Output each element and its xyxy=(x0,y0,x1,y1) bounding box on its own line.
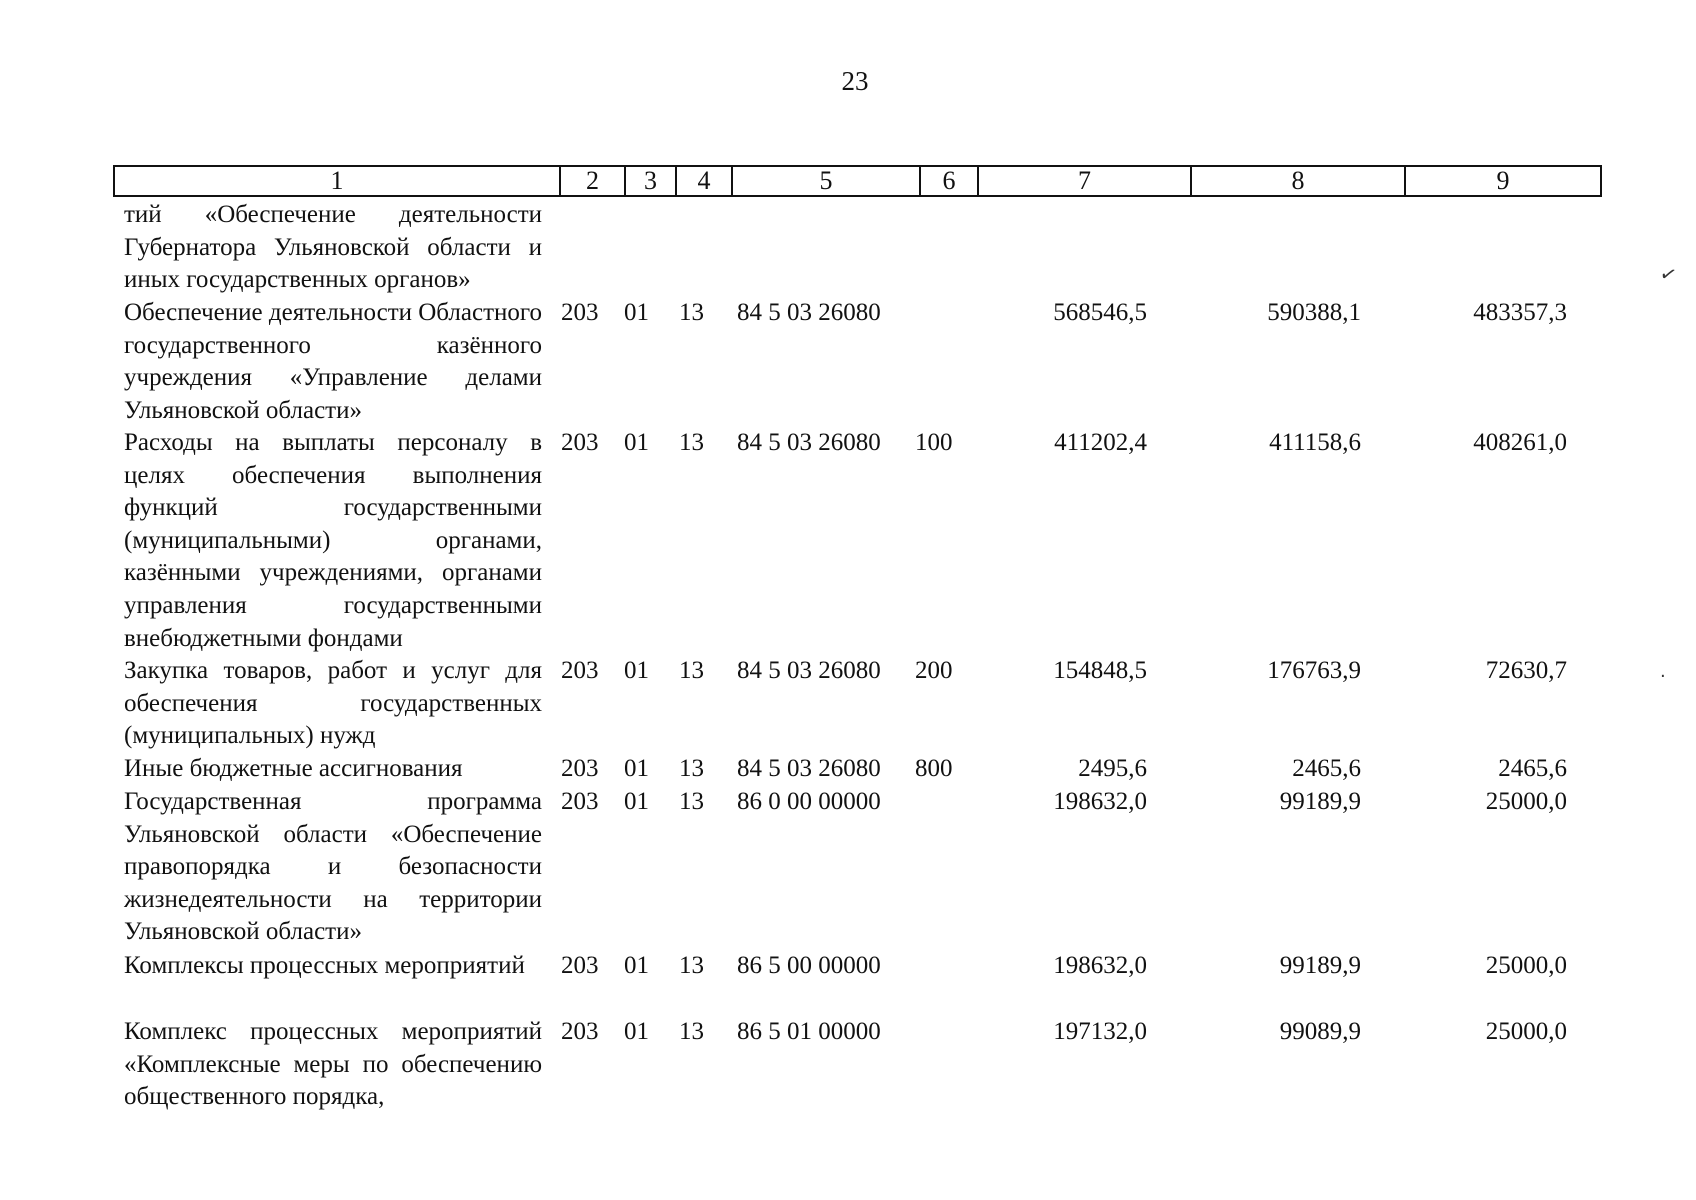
row-col-9: 408261,0 xyxy=(1473,429,1567,456)
row-col-3: 01 xyxy=(624,429,649,456)
row-col-3: 01 xyxy=(624,657,649,684)
row-col-9: 2465,6 xyxy=(1498,755,1567,782)
row-col-7: 198632,0 xyxy=(1053,788,1147,815)
row-col-9: 25000,0 xyxy=(1485,952,1567,979)
row-col-2: 203 xyxy=(561,755,599,782)
row-col-8: 2465,6 xyxy=(1292,755,1361,782)
row-col-4: 13 xyxy=(679,657,704,684)
row-col-2: 203 xyxy=(561,1018,599,1045)
page-number: 23 xyxy=(841,66,869,96)
row-col-5: 84 5 03 26080 xyxy=(737,755,881,782)
row-col-3: 01 xyxy=(624,1018,649,1045)
row-name: Расходы на выплаты персоналу в целях обеспечения выполнения функций государственными (муниципальными) органами, казёнными учреждениями, органами управления государственными внебюджетными фондами xyxy=(124,429,542,652)
row-col-3: 01 xyxy=(624,788,649,815)
row-col-9: 25000,0 xyxy=(1485,788,1567,815)
row-col-7: 568546,5 xyxy=(1053,299,1147,326)
row-name: Обеспечение деятельности Областного государственного казённого учреждения «Управление делами Ульяновской области» xyxy=(124,299,543,424)
header-col-2: 2 xyxy=(559,165,626,197)
row-col-9: 25000,0 xyxy=(1485,1018,1567,1045)
row-name: Комплексы процессных мероприятий xyxy=(124,952,525,979)
header-col-1: 1 xyxy=(113,165,561,197)
row-col-2: 203 xyxy=(561,299,599,326)
row-name: Комплекс процессных мероприятий «Комплексные меры по обеспечению общественного порядка, xyxy=(124,1018,542,1111)
row-col-2: 203 xyxy=(561,429,599,456)
row-col-9: 72630,7 xyxy=(1485,657,1567,684)
row-col-6: 100 xyxy=(915,429,953,456)
row-col-8: 99089,9 xyxy=(1279,1018,1361,1045)
row-name: Государственная программа Ульяновской области «Обеспечение правопорядка и безопасности жизнедеятельности на территории Ульяновской области» xyxy=(124,788,542,946)
row-col-7: 411202,4 xyxy=(1054,429,1147,456)
header-col-5: 5 xyxy=(731,165,921,197)
row-col-5: 84 5 03 26080 xyxy=(737,429,881,456)
header-col-3: 3 xyxy=(624,165,677,197)
row-col-6: 800 xyxy=(915,755,953,782)
row-col-3: 01 xyxy=(624,755,649,782)
row-col-8: 99189,9 xyxy=(1279,788,1361,815)
row-col-2: 203 xyxy=(561,788,599,815)
row-col-8: 176763,9 xyxy=(1267,657,1361,684)
row-col-4: 13 xyxy=(679,429,704,456)
row-col-3: 01 xyxy=(624,952,649,979)
row-col-3: 01 xyxy=(624,299,649,326)
row-col-4: 13 xyxy=(679,788,704,815)
dot-mark-icon: · xyxy=(1660,666,1666,687)
row-col-2: 203 xyxy=(561,952,599,979)
row-col-8: 99189,9 xyxy=(1279,952,1361,979)
row-col-5: 86 5 00 00000 xyxy=(737,952,881,979)
row-col-5: 86 0 00 00000 xyxy=(737,788,881,815)
row-col-7: 198632,0 xyxy=(1053,952,1147,979)
row-col-5: 84 5 03 26080 xyxy=(737,657,881,684)
row-col-8: 411158,6 xyxy=(1269,429,1361,456)
row-col-2: 203 xyxy=(561,657,599,684)
table-header xyxy=(113,165,1602,199)
header-col-7: 7 xyxy=(977,165,1192,197)
row-col-4: 13 xyxy=(679,755,704,782)
row-col-7: 197132,0 xyxy=(1053,1018,1147,1045)
row-col-6: 200 xyxy=(915,657,953,684)
row-col-4: 13 xyxy=(679,952,704,979)
row-col-8: 590388,1 xyxy=(1267,299,1361,326)
row-col-4: 13 xyxy=(679,299,704,326)
header-col-8: 8 xyxy=(1190,165,1406,197)
header-col-9: 9 xyxy=(1404,165,1602,197)
row-col-4: 13 xyxy=(679,1018,704,1045)
check-mark-icon: ✓ xyxy=(1657,260,1680,288)
row-col-7: 154848,5 xyxy=(1053,657,1147,684)
row-name: Иные бюджетные ассигнования xyxy=(124,755,463,782)
row-col-9: 483357,3 xyxy=(1473,299,1567,326)
header-col-4: 4 xyxy=(675,165,733,197)
row-name: Закупка товаров, работ и услуг для обеспечения государственных (муниципальных) нужд xyxy=(124,657,542,750)
row-col-7: 2495,6 xyxy=(1078,755,1147,782)
row-col-5: 84 5 03 26080 xyxy=(737,299,881,326)
header-col-6: 6 xyxy=(919,165,979,197)
row-name: тий «Обеспечение деятельности Губернатора Ульяновской области и иных государственных органов» xyxy=(124,201,542,294)
row-col-5: 86 5 01 00000 xyxy=(737,1018,881,1045)
